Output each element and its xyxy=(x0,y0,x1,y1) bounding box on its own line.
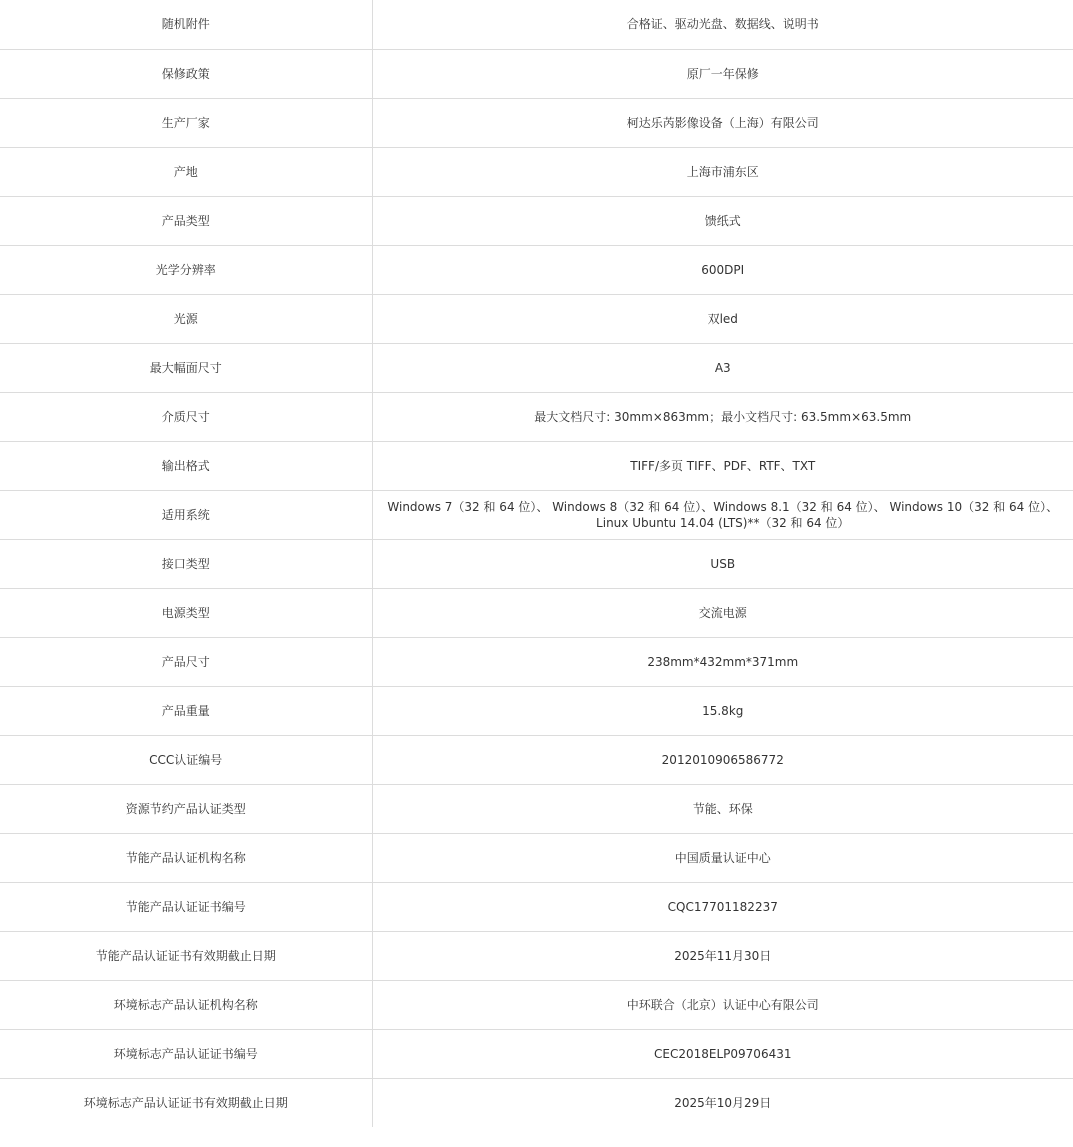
spec-label: 产品重量 xyxy=(0,686,372,735)
spec-label: 保修政策 xyxy=(0,49,372,98)
table-row xyxy=(0,735,1073,784)
spec-value: 15.8kg xyxy=(372,686,1073,735)
spec-label: 节能产品认证证书编号 xyxy=(0,882,372,931)
table-row xyxy=(0,196,1073,245)
spec-label: 输出格式 xyxy=(0,441,372,490)
spec-value: 交流电源 xyxy=(372,588,1073,637)
table-row xyxy=(0,490,1073,539)
spec-label: 节能产品认证机构名称 xyxy=(0,833,372,882)
spec-value: 600DPI xyxy=(372,245,1073,294)
spec-value: 2025年11月30日 xyxy=(372,931,1073,980)
spec-label: 最大幅面尺寸 xyxy=(0,343,372,392)
table-row xyxy=(0,784,1073,833)
table-row xyxy=(0,686,1073,735)
table-row xyxy=(0,1029,1073,1078)
table-row xyxy=(0,147,1073,196)
spec-label: 介质尺寸 xyxy=(0,392,372,441)
spec-label: 接口类型 xyxy=(0,539,372,588)
spec-value: 合格证、驱动光盘、数据线、说明书 xyxy=(372,0,1073,49)
table-row xyxy=(0,539,1073,588)
spec-value: 原厂一年保修 xyxy=(372,49,1073,98)
table-row xyxy=(0,98,1073,147)
spec-value: 馈纸式 xyxy=(372,196,1073,245)
spec-label: 光学分辨率 xyxy=(0,245,372,294)
spec-value: A3 xyxy=(372,343,1073,392)
spec-value: 上海市浦东区 xyxy=(372,147,1073,196)
spec-label: 适用系统 xyxy=(0,490,372,539)
table-row xyxy=(0,931,1073,980)
spec-label: 生产厂家 xyxy=(0,98,372,147)
spec-value: 中环联合（北京）认证中心有限公司 xyxy=(372,980,1073,1029)
spec-value: TIFF/多页 TIFF、PDF、RTF、TXT xyxy=(372,441,1073,490)
spec-label: 产地 xyxy=(0,147,372,196)
spec-label: 产品尺寸 xyxy=(0,637,372,686)
spec-value: 双led xyxy=(372,294,1073,343)
spec-value: 238mm*432mm*371mm xyxy=(372,637,1073,686)
table-row xyxy=(0,1078,1073,1127)
table-row xyxy=(0,588,1073,637)
spec-label: 环境标志产品认证机构名称 xyxy=(0,980,372,1029)
table-row xyxy=(0,0,1073,49)
spec-label: 电源类型 xyxy=(0,588,372,637)
table-row xyxy=(0,392,1073,441)
spec-value: 2025年10月29日 xyxy=(674,1095,772,1110)
spec-value: 柯达乐芮影像设备（上海）有限公司 xyxy=(372,98,1073,147)
spec-value: 最大文档尺寸: 30mm×863mm；最小文档尺寸: 63.5mm×63.5mm xyxy=(372,392,1073,441)
spec-label: 环境标志产品认证证书有效期截止日期 xyxy=(0,1078,372,1127)
spec-label: 光源 xyxy=(0,294,372,343)
spec-value: USB xyxy=(372,539,1073,588)
table-row xyxy=(0,245,1073,294)
table-row xyxy=(0,49,1073,98)
spec-label: 环境标志产品认证证书编号 xyxy=(0,1029,372,1078)
table-row xyxy=(0,637,1073,686)
table-row xyxy=(0,294,1073,343)
spec-value: 节能、环保 xyxy=(372,784,1073,833)
spec-value: CEC2018ELP09706431 xyxy=(372,1029,1073,1078)
table-row xyxy=(0,980,1073,1029)
spec-label: 节能产品认证证书有效期截止日期 xyxy=(0,931,372,980)
spec-label: 资源节约产品认证类型 xyxy=(0,784,372,833)
spec-value: CQC17701182237 xyxy=(372,882,1073,931)
table-row xyxy=(0,833,1073,882)
table-row xyxy=(0,441,1073,490)
table-row xyxy=(0,882,1073,931)
table-row xyxy=(0,343,1073,392)
spec-value: 中国质量认证中心 xyxy=(372,833,1073,882)
spec-label: CCC认证编号 xyxy=(0,735,372,784)
spec-label: 产品类型 xyxy=(0,196,372,245)
spec-value: 2012010906586772 xyxy=(372,735,1073,784)
spec-value: Windows 7（32 和 64 位）、 Windows 8（32 和 64 位）、Windows 8.1（32 和 64 位）、 Windows 10（32 和 64 位）、Linux Ubuntu 14.04 (LTS)**（32 和 64 位） xyxy=(372,490,1073,539)
spec-label: 随机附件 xyxy=(0,0,372,49)
